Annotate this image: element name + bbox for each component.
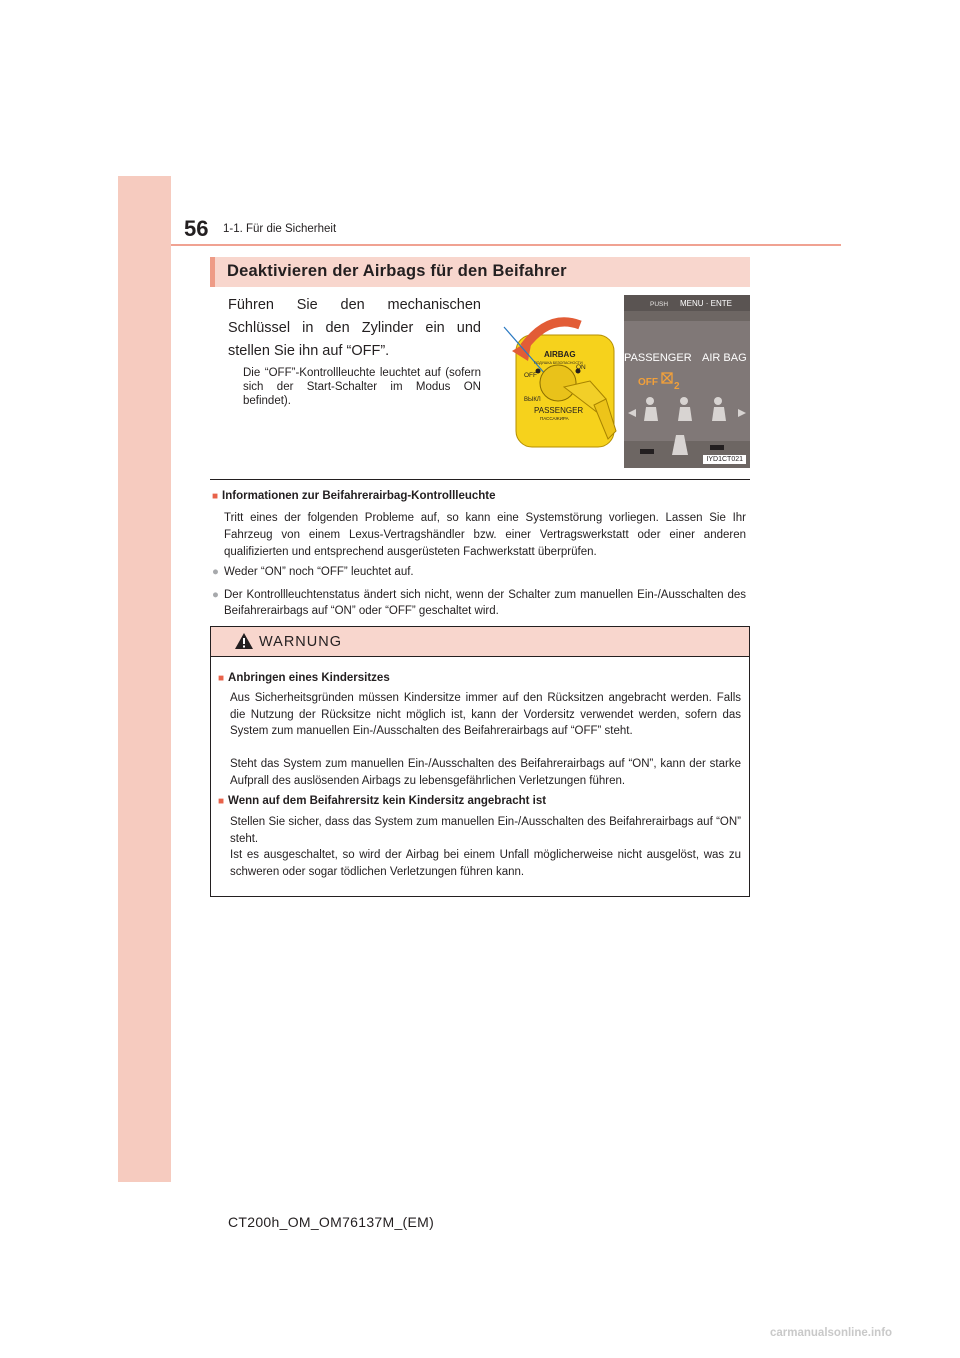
- seatbelt-icon-center-body: [678, 407, 692, 421]
- airbag-switch-figure: [494, 295, 750, 468]
- info-bullet-2: [212, 587, 746, 619]
- panel-passenger-label: PASSENGER: [624, 352, 692, 364]
- seatbelt-icon-left: [646, 397, 654, 405]
- switch-label-off-ru: ВЫКЛ: [524, 397, 541, 403]
- section-title: Deaktivieren der Airbags für den Beifahrer: [227, 262, 567, 280]
- warning-item-body-2: Stellen Sie sicher, dass das System zum manuellen Ein-/Ausschalten des Beifahrerairbags auf “ON” steht.: [230, 816, 741, 845]
- info-bullet-text: Weder “ON” noch “OFF” leuchtet auf.: [224, 566, 414, 578]
- switch-label-off: OFF: [524, 372, 537, 379]
- seatbelt-icon-right-body: [712, 407, 726, 421]
- info-heading: [212, 490, 496, 502]
- section-heading-bar: [210, 257, 750, 287]
- chapter-title: 1-1. Für die Sicherheit: [223, 223, 337, 235]
- panel-airbag-label: AIR BAG: [702, 352, 747, 364]
- section-divider: [210, 479, 750, 480]
- figure-code: IYD1CT021: [703, 455, 746, 464]
- side-margin-strip: [118, 176, 171, 1182]
- switch-label-airbag-ru: ПОДУШКА БЕЗОПАСНОСТИ: [534, 361, 583, 365]
- warning-item-heading-1: [218, 672, 390, 684]
- warning-item-heading-text: Anbringen eines Kindersitzes: [228, 672, 390, 684]
- square-bullet-icon: ■: [212, 491, 219, 502]
- info-body: Tritt eines der folgenden Probleme auf, so kann eine Systemstörung vorliegen. Lassen Sie Ihr Fahrzeug von einem Lexus-Vertragshändler bzw. einer Vertragswerkstatt oder einer anderen qualifizierten und entsprechend ausgerüsteten Fachwerkstatt überprüfen.: [224, 512, 746, 558]
- info-bullet-1: [212, 564, 746, 580]
- circle-bullet-icon: ●: [212, 589, 219, 601]
- panel-push-label: PUSH: [650, 301, 669, 308]
- info-heading-text: Informationen zur Beifahrerairbag-Kontrollleuchte: [222, 490, 496, 502]
- panel-number: 2: [674, 381, 680, 392]
- panel-menu-label: MENU · ENTE: [680, 299, 732, 308]
- switch-cylinder: [540, 365, 576, 401]
- warning-header: [211, 627, 749, 657]
- seatbelt-icon-center: [680, 397, 688, 405]
- square-bullet-icon: ■: [218, 673, 225, 684]
- header-rule: [171, 244, 841, 246]
- panel-button-left: [640, 449, 654, 454]
- intro-instruction: Führen Sie den mechanischen Schlüssel in den Zylinder ein und stellen Sie ihn auf “OFF”.: [228, 297, 481, 359]
- square-bullet-icon: ■: [218, 796, 225, 807]
- warning-item-heading-text: Wenn auf dem Beifahrersitz kein Kindersitz angebracht ist: [228, 795, 547, 807]
- info-bullet-text: Der Kontrollleuchtenstatus ändert sich nicht, wenn der Schalter zum manuellen Ein-/Ausschalten des Beifahrerairbags auf “ON” oder “OFF” geschaltet wird.: [224, 589, 746, 617]
- watermark: carmanualsonline.info: [770, 1327, 893, 1339]
- seatbelt-icon-left-body: [644, 407, 658, 421]
- panel-button-right: [710, 445, 724, 450]
- warning-title: WARNUNG: [259, 634, 342, 650]
- warning-item-body-1: Aus Sicherheitsgründen müssen Kindersitze immer auf den Rücksitzen angebracht werden. Falls die Nutzung der Rücksitze nicht möglich ist, kann der Vordersitz verwendet werden, sofern das System zum manuellen Ein-/Ausschalten des Beifahrerairbags auf “OFF” steht.: [230, 692, 741, 737]
- warning-item-heading-2: [218, 795, 546, 807]
- seatbelt-icon-right: [714, 397, 722, 405]
- intro-note: Die “OFF”-Kontrollleuchte leuchtet auf (sofern sich der Start-Schalter im Modus ON befindet).: [243, 367, 481, 407]
- switch-label-passenger: PASSENGER: [534, 406, 584, 415]
- warning-item-body-2b: Ist es ausgeschaltet, so wird der Airbag bei einem Unfall möglicherweise nicht ausgelöst, was zu schweren oder sogar tödlichen Verletzungen führen kann.: [230, 849, 741, 878]
- panel-off-indicator: OFF: [638, 377, 658, 388]
- warning-triangle-icon: [235, 633, 253, 649]
- switch-label-passenger-ru: ПАССАЖИРА: [540, 416, 569, 421]
- warning-box: [210, 626, 750, 897]
- page-number: 56: [184, 216, 209, 241]
- circle-bullet-icon: ●: [212, 566, 219, 578]
- warning-item-body-1b: Steht das System zum manuellen Ein-/Ausschalten des Beifahrerairbags auf “ON”, kann der starke Aufprall des auslösenden Airbags zu lebensgefährlichen Verletzungen führen.: [230, 758, 741, 787]
- footer-doc-id: CT200h_OM_OM76137M_(EM): [228, 1214, 435, 1230]
- airbag-switch-illustration: [494, 295, 750, 468]
- switch-label-airbag: AIRBAG: [544, 350, 576, 359]
- switch-label-on: ON: [576, 364, 586, 371]
